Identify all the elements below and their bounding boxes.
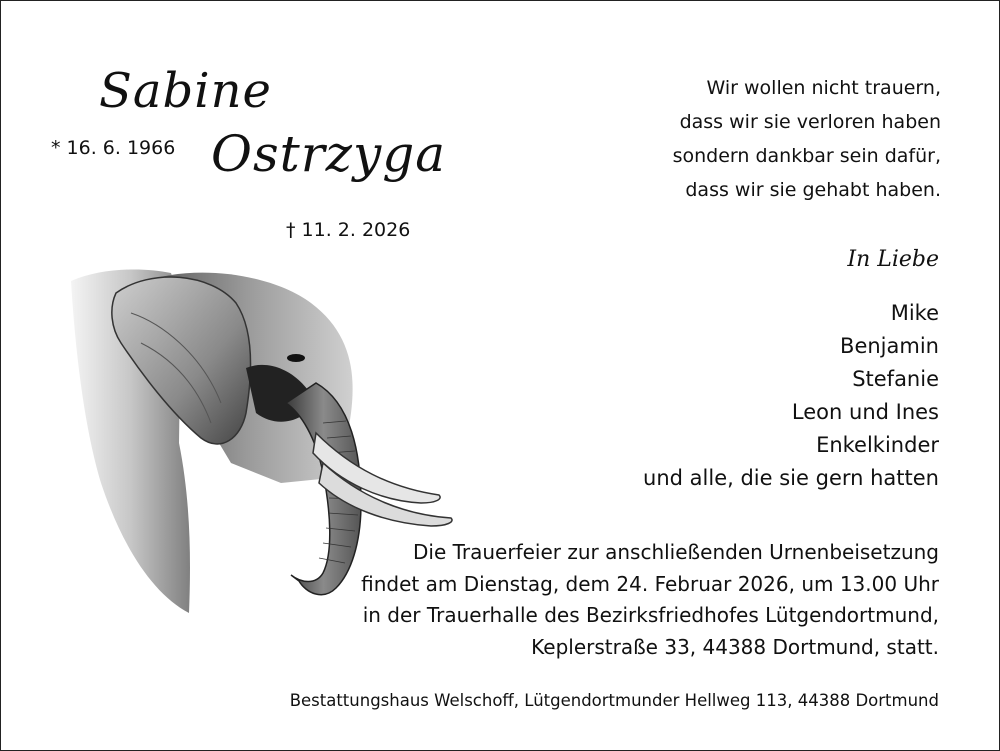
ceremony-line: in der Trauerhalle des Bezirksfriedhofes Lütgendortmund, <box>362 603 939 627</box>
poem-line: sondern dankbar sein dafür, <box>672 145 941 167</box>
poem-line: dass wir sie verloren haben <box>679 111 941 133</box>
ceremony-line: Keplerstraße 33, 44388 Dortmund, statt. <box>531 634 939 659</box>
poem-line: dass wir sie gehabt haben. <box>685 179 941 201</box>
mourner-name: Leon und Ines <box>791 400 939 424</box>
memorial-poem <box>673 71 941 207</box>
ceremony-line: Die Trauerfeier zur anschließenden Urnenbeisetzung <box>412 540 939 564</box>
deceased-last-name: Ostrzyga <box>211 125 447 183</box>
death-date: † 11. 2. 2026 <box>286 219 411 241</box>
in-liebe-heading: In Liebe <box>847 247 939 272</box>
mourners-list <box>643 297 939 495</box>
deceased-first-name: Sabine <box>99 63 272 119</box>
mourner-name: Enkelkinder <box>816 433 939 457</box>
mourner-name: und alle, die sie gern hatten <box>643 466 939 490</box>
ceremony-details <box>361 537 939 663</box>
mourner-name: Stefanie <box>852 367 939 391</box>
poem-line: Wir wollen nicht trauern, <box>706 77 941 99</box>
ceremony-line: findet am Dienstag, dem 24. Februar 2026, um 13.00 Uhr <box>361 571 939 596</box>
birth-date: * 16. 6. 1966 <box>51 137 176 159</box>
funeral-home-address: Bestattungshaus Welschoff, Lütgendortmunder Hellweg 113, 44388 Dortmund <box>289 691 939 710</box>
mourner-name: Benjamin <box>840 334 939 358</box>
mourner-name: Mike <box>890 301 939 325</box>
